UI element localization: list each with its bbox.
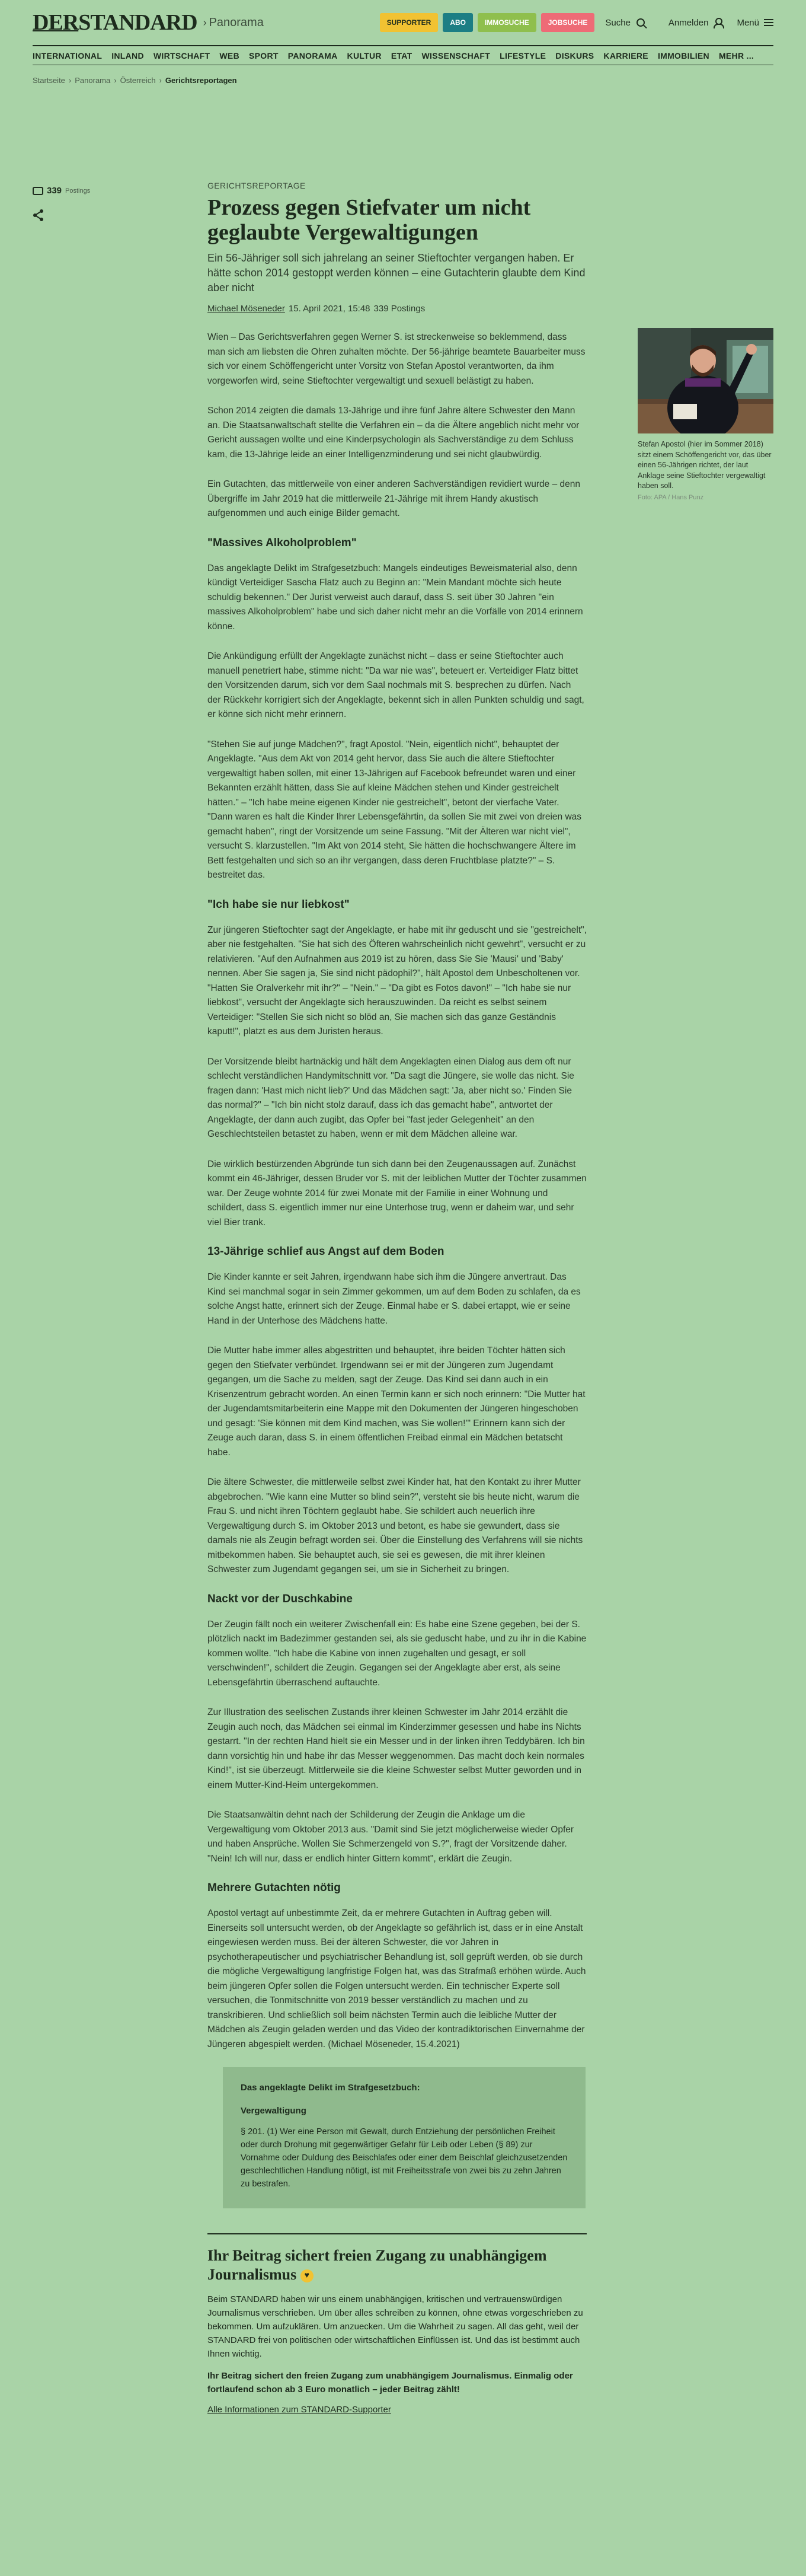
- postings-count: 339: [47, 186, 62, 196]
- nav-item-sport[interactable]: SPORT: [248, 50, 279, 60]
- info-box-text: § 201. (1) Wer eine Person mit Gewalt, durch Entziehung der persönlichen Freiheit oder durch Drohung mit gegenwärtiger Gefahr für Leib oder Leben (§ 89) zur Vornahme oder Duldung des Beischlafes oder einer dem Beischlaf gleichzusetzenden geschlechtlichen Handlung nötigt, ist mit Freiheitsstrafe von zwei bis zu zehn Jahren zu bestrafen.: [241, 2127, 568, 2189]
- promo-highlight: Ihr Beitrag sichert den freien Zugang zum unabhängigem Journalismus. Einmalig oder fortlaufend schon ab 3 Euro monatlich – jeder Beitrag zählt!: [207, 2371, 573, 2395]
- menu-button[interactable]: [737, 18, 773, 28]
- body-paragraph: Der Vorsitzende bleibt hartnäckig und hält dem Angeklagten einen Dialog aus dem oft nur schlecht verständlichen Handymitschnitt vor. "Da sagt die Jüngere, sie wolle das nicht. Sie fragen dann: 'Hast mich nicht lieb?' Und das Mädchen sagt: 'Ja, aber nicht so.' Finden Sie das normal?" – "Ich bin nicht stolz darauf, dass ich das gemacht habe", antwortet der Angeklagte, der dann auch zugibt, das Opfer bei "fast jeder Gelegenheit" an den Geschlechtsteilen betastet zu haben, wenn er mit dem Mädchen alleine war.: [207, 1056, 574, 1139]
- breadcrumb-separator: ›: [68, 76, 72, 85]
- article-kicker[interactable]: GERICHTSREPORTAGE: [207, 181, 306, 190]
- author-link[interactable]: Michael Möseneder: [207, 304, 285, 314]
- body-paragraph: "Stehen Sie auf junge Mädchen?", fragt Apostol. "Nein, eigentlich nicht", behauptet der Angeklagte. "Aus dem Akt von 2014 geht hervor, dass Sie auch die ältere Stieftochter vergewaltigt haben sollen, mit einer 13-Jährigen auf Facebook befreundet waren und einer Bekannten erzählt hätten, dass Sie auf kleine Mädchen stehen und Kinder gestreichelt hätten." – "Ich habe meine eigenen Kinder nie gestreichelt", betont der vierfache Vater. "Dann waren es halt die Kinder Ihrer Lebensgefährtin, da sollen Sie mit zwei von dreien was gemacht haben", ringt der Vorsitzende um seine Fassung. "Mit der Älteren war nicht viel", versucht S. klarzustellen. "Im Akt von 2014 steht, Sie hätten die hochschwangere Ältere im Bett festgehalten und sich so an ihr vergangen, dass deren Fruchtblase platzte?" – S. bestreitet das.: [207, 739, 582, 880]
- body-paragraph: Ein Gutachten, das mittlerweile von einer anderen Sachverständigen revidiert wurde – denn Übergriffe im Jahr 2019 hat die mittlerweile 21-Jährige mit ihrem Handy akustisch aufgenommen und auch einige Bilder gemacht.: [207, 479, 580, 518]
- login-label: Anmelden: [668, 17, 709, 28]
- breadcrumb-item[interactable]: Österreich: [120, 76, 156, 85]
- nav-item-international[interactable]: INTERNATIONAL: [33, 50, 103, 60]
- site-header: [33, 0, 773, 65]
- site-logo[interactable]: [33, 9, 197, 36]
- nav-item-diskurs[interactable]: DISKURS: [555, 50, 594, 60]
- body-paragraph: Wien – Das Gerichtsverfahren gegen Werner S. ist streckenweise so beklemmend, dass man sich am liebsten die Ohren zuhalten möchte. Der 56-jährige beamtete Bauarbeiter muss sich vor einem Schöffengericht unter Vorsitz von Stefan Apostol verantworten, da ihm vorgeworfen wird, seine Stieftochter vergewaltigt und sexuell belästigt zu haben.: [207, 332, 586, 386]
- figure-credit: Foto: APA / Hans Punz: [638, 493, 704, 501]
- postings-label: Postings: [65, 187, 91, 195]
- body-paragraph: Die Kinder kannte er seit Jahren, irgendwann habe sich ihm die Jüngere anvertraut. Das Kind sei manchmal sogar in sein Zimmer gekommen, um auf dem Boden zu schlafen, da es solche Angst hatte, erinnert sich der Zeuge. Einmal habe er S. dabei ertappt, wie er seine Hand in der Unterhose des Mädchens hatte.: [207, 1272, 581, 1326]
- nav-item-wissenschaft[interactable]: WISSENSCHAFT: [421, 50, 491, 60]
- section-heading: Nackt vor der Duschkabine: [207, 1592, 353, 1605]
- section-heading: 13-Jährige schlief aus Angst auf dem Boden: [207, 1245, 444, 1258]
- breadcrumb-item[interactable]: Gerichtsreportagen: [165, 76, 237, 85]
- share-icon[interactable]: [33, 209, 44, 225]
- body-paragraph: Die Ankündigung erfüllt der Angeklagte zunächst nicht – dass er seine Stieftochter auch manuell penetriert habe, stimme nicht: "Da war nie was", beteuert er. Verteidiger Flatz bittet den Vorsitzenden darum, sich vor dem Saal nochmals mit S. besprechen zu dürfen. Nach der Rückkehr korrigiert sich der Angeklagte, bekennt sich in allen Punkten schuldig und sagt, er könne sich nicht mehr erinnern.: [207, 651, 584, 719]
- promo-link[interactable]: Alle Informationen zum STANDARD-Supporter: [207, 2405, 391, 2415]
- article-body: [207, 330, 587, 2052]
- section-heading: "Massives Alkoholproblem": [207, 536, 357, 549]
- comment-bubble-icon: [33, 187, 43, 195]
- header-pills: [380, 13, 595, 32]
- search-button[interactable]: [605, 18, 645, 28]
- heart-icon: ♥: [300, 2269, 314, 2282]
- article-lead: Ein 56-Jähriger soll sich jahrelang an seiner Stieftochter vergangen haben. Er hätte schon 2014 gestoppt werden können – eine Gutachterin glaubte dem Kind aber nicht: [207, 252, 586, 294]
- article-meta: [207, 304, 587, 314]
- article-figure: [638, 328, 773, 501]
- jobsuche-button[interactable]: JOBSUCHE: [541, 13, 595, 32]
- body-paragraph: Die Staatsanwältin dehnt nach der Schilderung der Zeugin die Anklage um die Vergewaltigung vom Oktober 2013 aus. "Damit sind Sie jetzt möglicherweise wieder Opfer und haben Ansprüche. Wollen Sie Schmerzengeld von S.?", fragt der Vorsitzende daher. "Nein! Ich will nur, dass er endlich hinter Gittern kommt", erklärt die Zeugin.: [207, 1810, 574, 1864]
- breadcrumb: [33, 76, 773, 85]
- body-paragraph: Die ältere Schwester, die mittlerweile selbst zwei Kinder hat, hat den Kontakt zu ihrer Mutter abgebrochen. "Wie kann eine Mutter so blind sein?", versteht sie bis heute nicht, warum die Frau S. und nicht ihren Töchtern geglaubt habe. Sie schildert auch neuerlich ihre Vergewaltigung durch S. im Oktober 2013 und betont, es habe sie gewundert, dass sie damals nie als Zeugin befragt worden sei. Über die Einstellung des Verfahrens will sie nichts mitbekommen haben. Sie behauptet auch, sie sei es gewesen, die mit ihrer kleinen Schwester zum Jugendamt gegangen sei, um sie in Sicherheit zu bringen.: [207, 1477, 583, 1574]
- search-label: Suche: [605, 17, 631, 28]
- postings-counter[interactable]: [33, 186, 121, 196]
- chevron-right-icon: ›: [203, 16, 207, 28]
- promo-title-text: Ihr Beitrag sichert freien Zugang zu unabhängigem Journalismus: [207, 2247, 547, 2283]
- breadcrumb-item[interactable]: Startseite: [33, 76, 65, 85]
- top-bar: [33, 0, 773, 46]
- nav-item-kultur[interactable]: KULTUR: [347, 50, 382, 60]
- body-paragraph: Die wirklich bestürzenden Abgründe tun sich dann bei den Zeugenaussagen auf. Zunächst kommt ein 46-Jähriger, dessen Bruder vor S. mit der leiblichen Mutter der Töchter zusammen war. Der Zeuge wohnte 2014 für zwei Monate mit der Familie in einer Wohnung und schildert, dass S. eigentlich immer nur eine Unterhose trug, wenn er daheim war, und sehr viel Bier trank.: [207, 1159, 587, 1228]
- section-heading: Mehrere Gutachten nötig: [207, 1882, 341, 1894]
- body-paragraph: Der Zeugin fällt noch ein weiterer Zwischenfall ein: Es habe eine Szene gegeben, bei der S. plötzlich nackt im Badezimmer gestanden sei, als sie geduscht habe, und zu ihr in die Kabine kommen wollte. "Ich habe die Kabine von innen zugehalten und gesagt, er soll verschwinden!", schildert die Zeugin. Gegangen sei der Angeklagte aber erst, als seine Lebensgefährtin überraschend auftauchte.: [207, 1619, 587, 1688]
- body-paragraph: Zur jüngeren Stieftochter sagt der Angeklagte, er habe mit ihr geduscht und sie "gestreichelt", aber nie festgehalten. "Sie hat sich des Öfteren wahrscheinlich nicht gewehrt", versucht er zu relativieren. "Auf den Aufnahmen aus 2019 ist zu hören, dass Sie Sie 'Mausi' und 'Baby' nennen. Aber Sie sagen ja, Sie sind nicht pädophil?", hält Apostol dem Unbescholtenen vor. "Hatten Sie Oralverkehr mit ihr?" – "Nein." – "Da gibt es Fotos davon!" – "Ich habe sie nur liebkost", versucht der Angeklagte sich herauszuwinden. Da reicht es selbst seinem Verteidiger: "Stellen Sie sich nicht so blöd an, Sie machen sich das ganze Geständnis kaputt!", platzt es aus dem Juristen heraus.: [207, 924, 587, 1037]
- supporter-button[interactable]: SUPPORTER: [380, 13, 439, 32]
- article-date: 15. April 2021, 15:48: [288, 304, 370, 314]
- breadcrumb-item[interactable]: Panorama: [75, 76, 111, 85]
- left-rail: [33, 186, 121, 225]
- judge-photo[interactable]: [638, 328, 773, 433]
- nav-item-web[interactable]: WEB: [219, 50, 239, 60]
- article-postings-link[interactable]: 339 Postings: [373, 304, 426, 314]
- article-title: Prozess gegen Stiefvater um nicht geglaubte Vergewaltigungen: [207, 195, 531, 245]
- info-box-title: Das angeklagte Delikt im Strafgesetzbuch:: [241, 2083, 420, 2093]
- supporter-promo: [207, 2233, 587, 2415]
- immosuche-button[interactable]: IMMOSUCHE: [478, 13, 536, 32]
- main-nav: [33, 46, 773, 65]
- breadcrumb-separator: ›: [114, 76, 117, 85]
- abo-button[interactable]: ABO: [443, 13, 473, 32]
- logo-der: DER: [33, 10, 79, 35]
- nav-item-immobilien[interactable]: IMMOBILIEN: [657, 50, 709, 60]
- nav-item-panorama[interactable]: PANORAMA: [287, 50, 338, 60]
- logo-standard: STANDARD: [78, 10, 197, 35]
- body-paragraph: Das angeklagte Delikt im Strafgesetzbuch: Mangels eindeutiges Beweismaterial also, denn kündigt Verteidiger Sascha Flatz auch zu Beginn an: "Mein Mandant möchte sich heute schuldig bekennen." Der Jurist verweist auch darauf, dass S. seit über 30 Jahren "ein massives Alkoholproblem" habe und sich daher nicht mehr an die Vorfälle von 2014 erinnern könne.: [207, 563, 583, 632]
- body-paragraph: Schon 2014 zeigten die damals 13-Jährige und ihre fünf Jahre ältere Schwester den Mann an. Die Staatsanwaltschaft stellte die Verfahren ein – da die Ältere angeblich nicht mehr vor Gericht aussagen wollte und eine Kinderpsychologin als Sachverständige zu dem Schluss kam, die 13-Jährige leide an einer Intelligenzminderung und sei nicht glaubwürdig.: [207, 406, 580, 460]
- section-heading: "Ich habe sie nur liebkost": [207, 898, 350, 911]
- body-paragraph: Apostol vertagt auf unbestimmte Zeit, da er mehrere Gutachten in Auftrag geben will. Einerseits soll untersucht werden, ob der Angeklagte so gefährlich ist, dass er in eine Anstalt eingewiesen werden muss. Bei der älteren Schwester, die vor Jahren in psychotherapeutischer und psychiatrischer Behandlung ist, soll geprüft werden, ob sie durch die mögliche Vergewaltigung langfristige Folgen hat, was das Strafmaß erhöhen würde. Auch beim jüngeren Opfer sollen die Folgen untersucht werden. Ein technischer Experte soll versuchen, die Tonmitschnitte von 2019 besser verständlich zu machen und zu transkribieren. Und schließlich soll beim nächsten Termin auch die leibliche Mutter der Mädchen als Zeugin geladen werden und das Video der kontradiktorischen Einvernahme der Jüngeren abgespielt werden. (Michael Möseneder, 15.4.2021): [207, 1908, 586, 2049]
- login-button[interactable]: [669, 18, 723, 28]
- nav-item-inland[interactable]: INLAND: [111, 50, 144, 60]
- body-paragraph: Zur Illustration des seelischen Zustands ihrer kleinen Schwester im Jahr 2014 erzählt die Zeugin auch noch, das Mädchen sei einmal im Kinderzimmer gesessen und habe ins Nichts gestarrt. "In der rechten Hand hielt sie ein Messer und in der linken ihren Teddybären. Ich bin dann vorsichtig hin und habe ihr das Messer weggenommen. Das macht doch kein normales Kind!", ist sie überzeugt. Mittlerweile sie die kleine Schwester selbst Mutter geworden und in einem Mutter-Kind-Heim untergekommen.: [207, 1707, 585, 1790]
- section-label: Panorama: [209, 15, 264, 29]
- promo-text: Beim STANDARD haben wir uns einem unabhängigen, kritischen und vertrauenswürdigen Journalismus verschrieben. Um über alles schreiben zu können, ohne etwas vorgeschrieben zu bekommen. Um aufzuklären. Um anzuecken. Um die Wahrheit zu sagen. All das geht, weil der STANDARD frei von politischen oder wirtschaftlichen Einflüssen ist. Und das ist bestimmt auch Ihnen wichtig.: [207, 2294, 583, 2359]
- user-icon: [713, 18, 722, 27]
- nav-item-etat[interactable]: ETAT: [391, 50, 412, 60]
- section-link[interactable]: [203, 16, 264, 30]
- hamburger-icon: [764, 19, 773, 26]
- info-box: [223, 2067, 586, 2208]
- info-box-subtitle: Vergewaltigung: [241, 2106, 306, 2116]
- nav-item-lifestyle[interactable]: LIFESTYLE: [500, 50, 546, 60]
- menu-label: Menü: [737, 17, 759, 28]
- nav-item-mehr[interactable]: MEHR ...: [718, 50, 754, 60]
- article: [207, 181, 587, 2415]
- figure-caption: Stefan Apostol (hier im Sommer 2018) sitzt einem Schöffengericht vor, das über einen 56-Jährigen richtet, der laut Anklage seine Stieftochter vergewaltigt haben soll.: [638, 440, 772, 490]
- search-icon: [637, 18, 645, 27]
- promo-title: [207, 2246, 587, 2284]
- nav-item-karriere[interactable]: KARRIERE: [603, 50, 648, 60]
- body-paragraph: Die Mutter habe immer alles abgestritten und behauptet, ihre beiden Töchter hätten sich gegen den Stiefvater verbündet. Irgendwann sei er mit der Jüngeren zum Jugendamt gegangen, um die Sache zu melden, sagt der Zeuge. Das Kind sei dann auch in ein Krisenzentrum gebracht worden. An einen Termin kann er sich noch erinnern: "Die Mutter hat der Jugendamtsmitarbeiterin eine Mappe mit den Dokumenten der Jüngeren hingeschoben und gesagt: 'Sie können mit dem Kind machen, was Sie wollen!'" Erinnern kann sich der Zeuge auch daran, dass S. in einem öffentlichen Freibad einmal ein Mädchen betatscht habe.: [207, 1346, 586, 1458]
- nav-item-wirtschaft[interactable]: WIRTSCHAFT: [153, 50, 210, 60]
- breadcrumb-separator: ›: [159, 76, 162, 85]
